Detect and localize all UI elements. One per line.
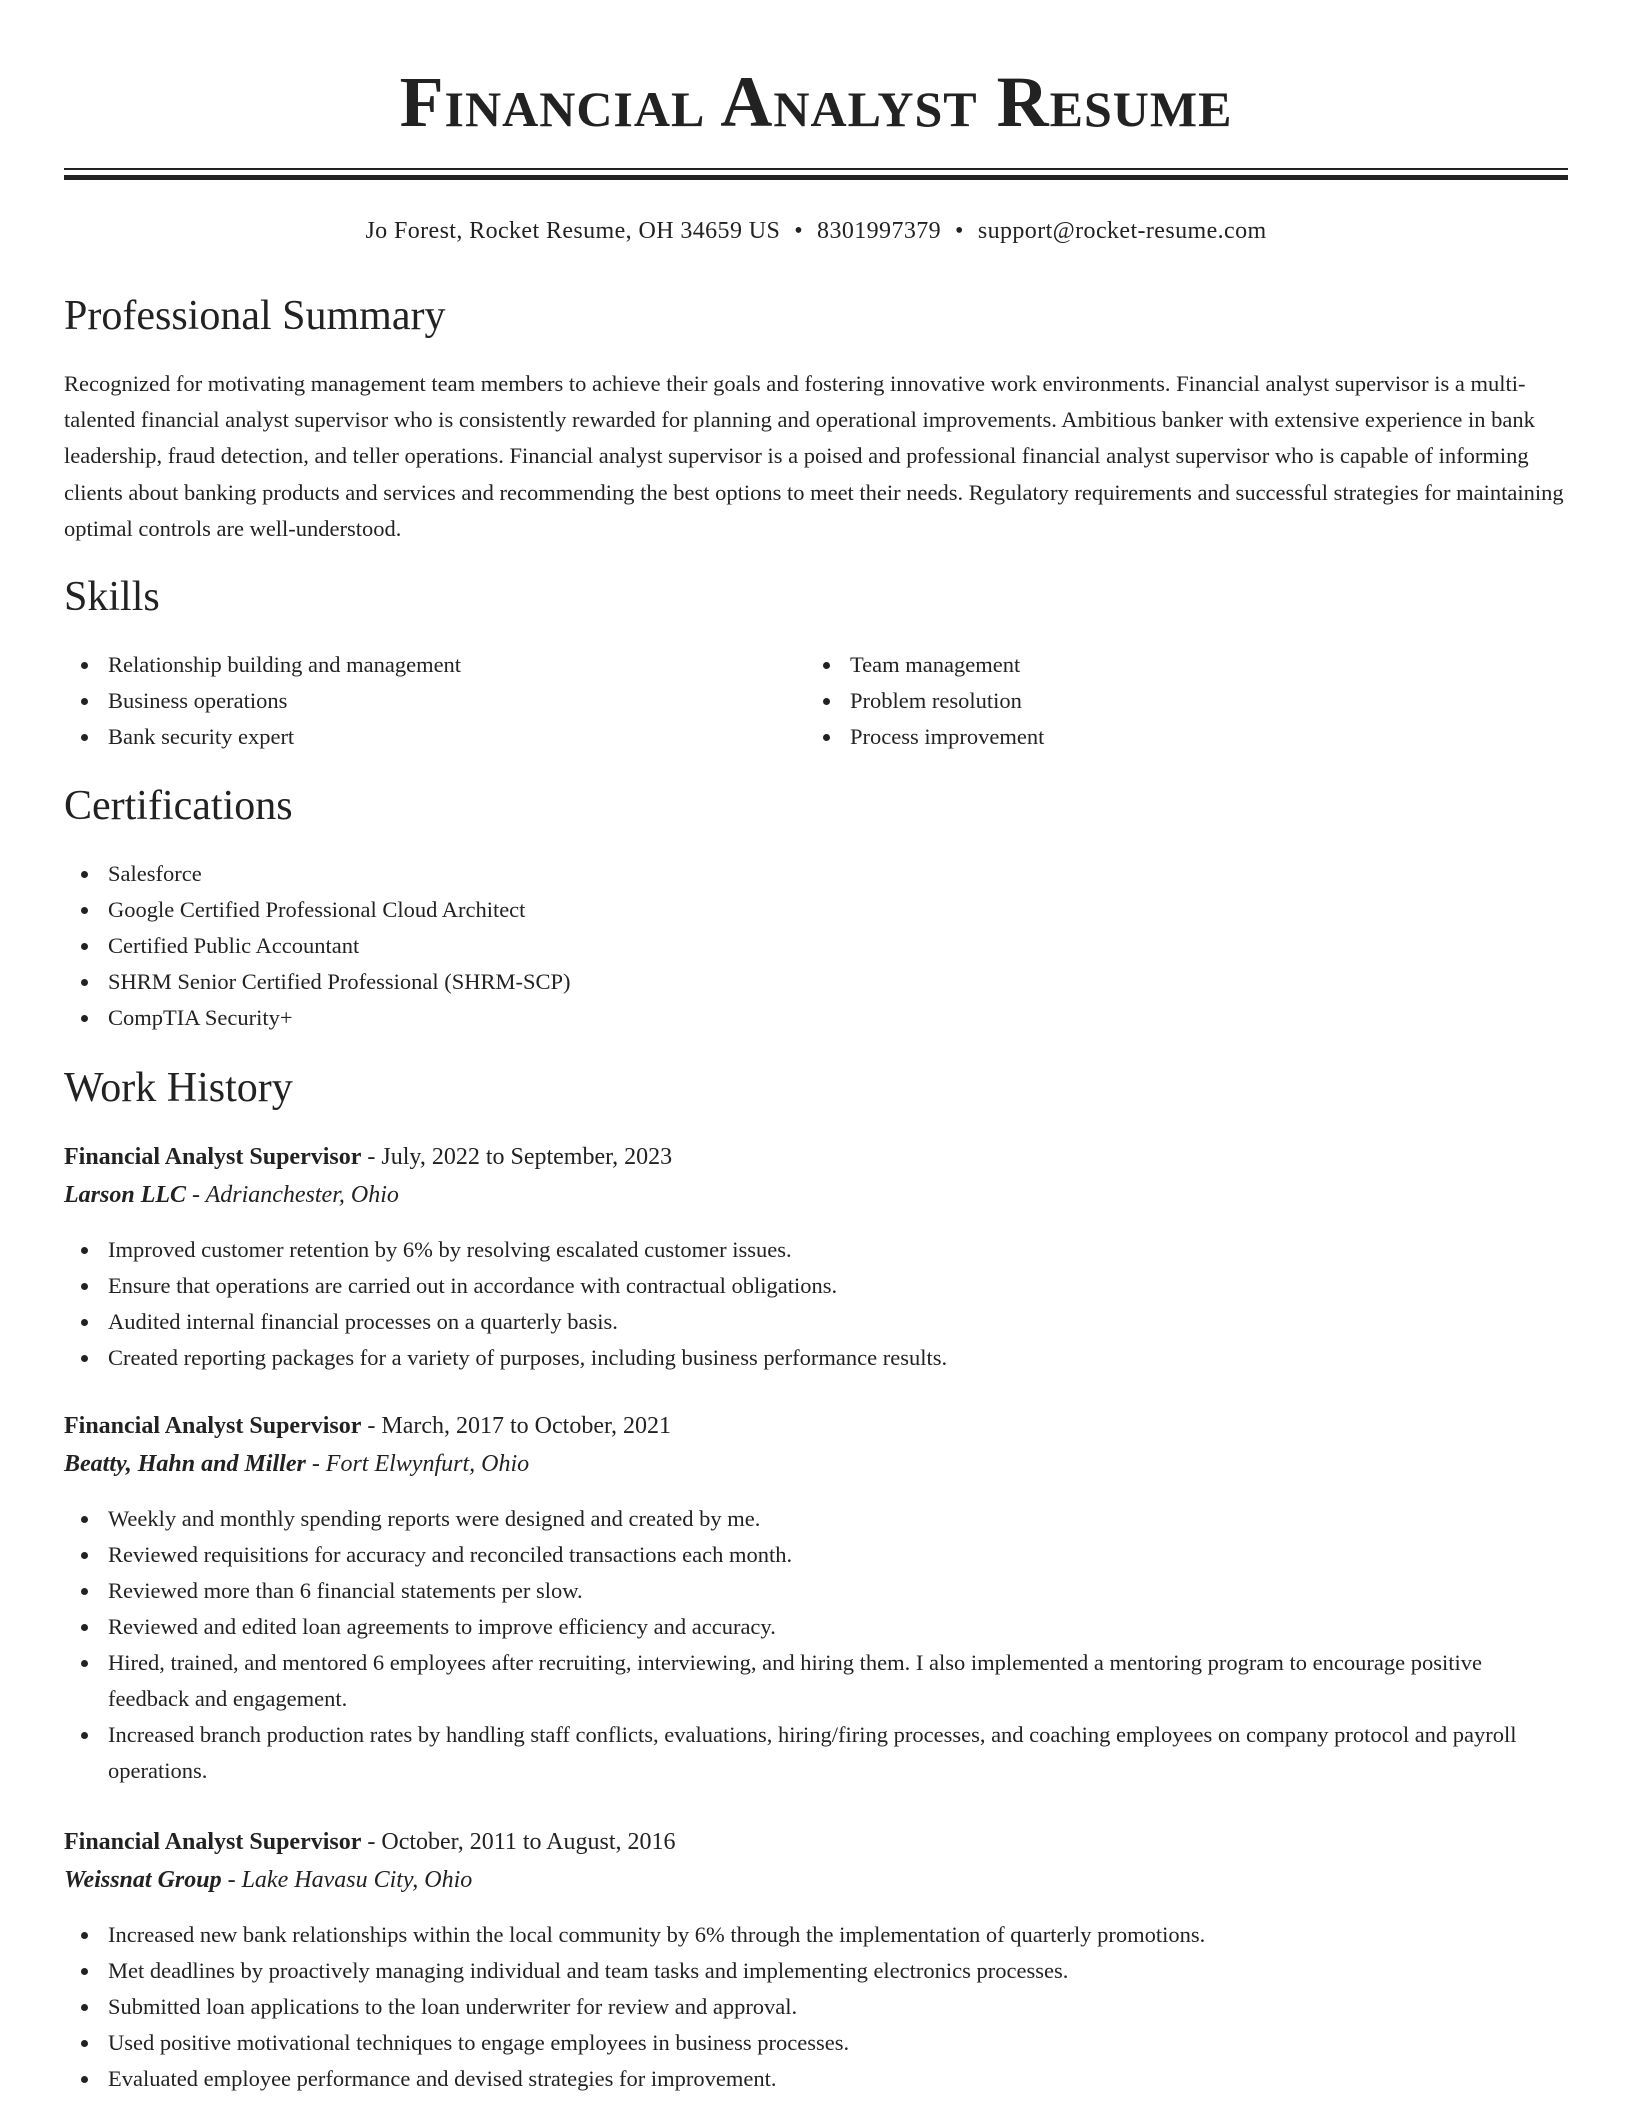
job-dates: - July, 2022 to September, 2023 — [361, 1144, 673, 1170]
job-dates: - October, 2011 to August, 2016 — [361, 1829, 676, 1855]
resume-title: Financial Analyst Resume — [399, 62, 1233, 142]
certification-item: Certified Public Accountant — [64, 928, 1264, 964]
job-company-line — [64, 1180, 1568, 1210]
contact-address: Jo Forest, Rocket Resume, OH 34659 US — [365, 218, 781, 244]
resume-page — [64, 0, 1568, 2091]
summary-text: Recognized for motivating management team members to achieve their goals and fostering innovative work environments. Financial analyst supervisor is a multi-talented financial analyst supervisor who is consistently rewarded for planning and operational improvements. Ambitious banker with extensive experience in bank leadership, fraud detection, and teller operations. Financial analyst supervisor is a poised and professional financial analyst supervisor who is capable of informing clients about banking products and services and recommending the best options to meet their needs. Regulatory requirements and successful strategies for maintaining optimal controls are well-understood. — [64, 371, 1564, 541]
certifications-list — [64, 856, 1264, 1036]
skill-item: Problem resolution — [806, 683, 1506, 719]
contact-separator: • — [794, 218, 804, 244]
contact-email: support@rocket-resume.com — [977, 218, 1267, 244]
job-dates: - March, 2017 to October, 2021 — [361, 1413, 672, 1439]
job-title-line — [64, 1411, 1568, 1441]
skills-list-left — [64, 647, 764, 755]
skill-item: Business operations — [64, 683, 764, 719]
contact-phone: 8301997379 — [817, 218, 942, 244]
contact-line — [64, 216, 1568, 246]
job-company-line — [64, 1865, 1568, 1895]
certifications-heading: Certifications — [64, 783, 293, 829]
job-bullet: Weekly and monthly spending reports were designed and created by me. — [64, 1501, 1568, 1537]
job-bullet: Increased new bank relationships within the local community by 6% through the implementation of quarterly promotions. — [64, 1917, 1568, 1953]
title-divider-thick — [64, 175, 1568, 180]
job-title: Financial Analyst Supervisor — [64, 1144, 362, 1170]
contact-separator: • — [955, 218, 964, 244]
job-company-line — [64, 1449, 1568, 1479]
job-company: Weissnat Group — [64, 1867, 222, 1893]
job-entry — [64, 1411, 1568, 1789]
job-bullet: Evaluated employee performance and devised strategies for improvement. — [64, 2061, 1568, 2097]
job-bullet: Hired, trained, and mentored 6 employees after recruiting, interviewing, and hiring them. I also implemented a mentoring program to encourage positive feedback and engagement. — [64, 1645, 1568, 1717]
job-company: Beatty, Hahn and Miller — [64, 1451, 306, 1477]
skill-item: Team management — [806, 647, 1506, 683]
job-bullets — [64, 1917, 1568, 2097]
certification-item: Salesforce — [64, 856, 1264, 892]
job-bullet: Submitted loan applications to the loan underwriter for review and approval. — [64, 1989, 1568, 2025]
work-history-heading: Work History — [64, 1065, 293, 1111]
job-location: - Adrianchester, Ohio — [186, 1182, 399, 1208]
job-bullet: Ensure that operations are carried out in accordance with contractual obligations. — [64, 1268, 1568, 1304]
job-bullet: Created reporting packages for a variety of purposes, including business performance results. — [64, 1340, 1568, 1376]
job-bullets — [64, 1232, 1568, 1376]
summary-heading: Professional Summary — [64, 293, 446, 339]
certification-item: SHRM Senior Certified Professional (SHRM-SCP) — [64, 964, 1264, 1000]
skills-heading: Skills — [64, 574, 160, 620]
job-bullet: Reviewed more than 6 financial statements per slow. — [64, 1573, 1568, 1609]
job-location: - Fort Elwynfurt, Ohio — [305, 1451, 530, 1477]
job-bullet: Audited internal financial processes on a quarterly basis. — [64, 1304, 1568, 1340]
job-company: Larson LLC — [64, 1182, 187, 1208]
job-bullets — [64, 1501, 1568, 1789]
job-bullet: Used positive motivational techniques to engage employees in business processes. — [64, 2025, 1568, 2061]
certification-item: Google Certified Professional Cloud Architect — [64, 892, 1264, 928]
job-location: - Lake Havasu City, Ohio — [221, 1867, 473, 1893]
job-bullet: Improved customer retention by 6% by resolving escalated customer issues. — [64, 1232, 1568, 1268]
job-entry — [64, 1827, 1568, 2097]
skill-item: Bank security expert — [64, 719, 764, 755]
job-entry — [64, 1142, 1568, 1376]
certification-item: CompTIA Security+ — [64, 1000, 1264, 1036]
job-bullet: Reviewed requisitions for accuracy and reconciled transactions each month. — [64, 1537, 1568, 1573]
job-bullet: Met deadlines by proactively managing individual and team tasks and implementing electronics processes. — [64, 1953, 1568, 1989]
job-title: Financial Analyst Supervisor — [64, 1413, 362, 1439]
title-divider-thin — [64, 168, 1568, 170]
job-title-line — [64, 1827, 1568, 1857]
skill-item: Process improvement — [806, 719, 1506, 755]
job-title-line — [64, 1142, 1568, 1172]
job-bullet: Reviewed and edited loan agreements to improve efficiency and accuracy. — [64, 1609, 1568, 1645]
job-bullet: Increased branch production rates by handling staff conflicts, evaluations, hiring/firing processes, and coaching employees on company protocol and payroll operations. — [64, 1717, 1568, 1789]
skill-item: Relationship building and management — [64, 647, 764, 683]
job-title: Financial Analyst Supervisor — [64, 1829, 362, 1855]
skills-list-right — [806, 647, 1506, 755]
